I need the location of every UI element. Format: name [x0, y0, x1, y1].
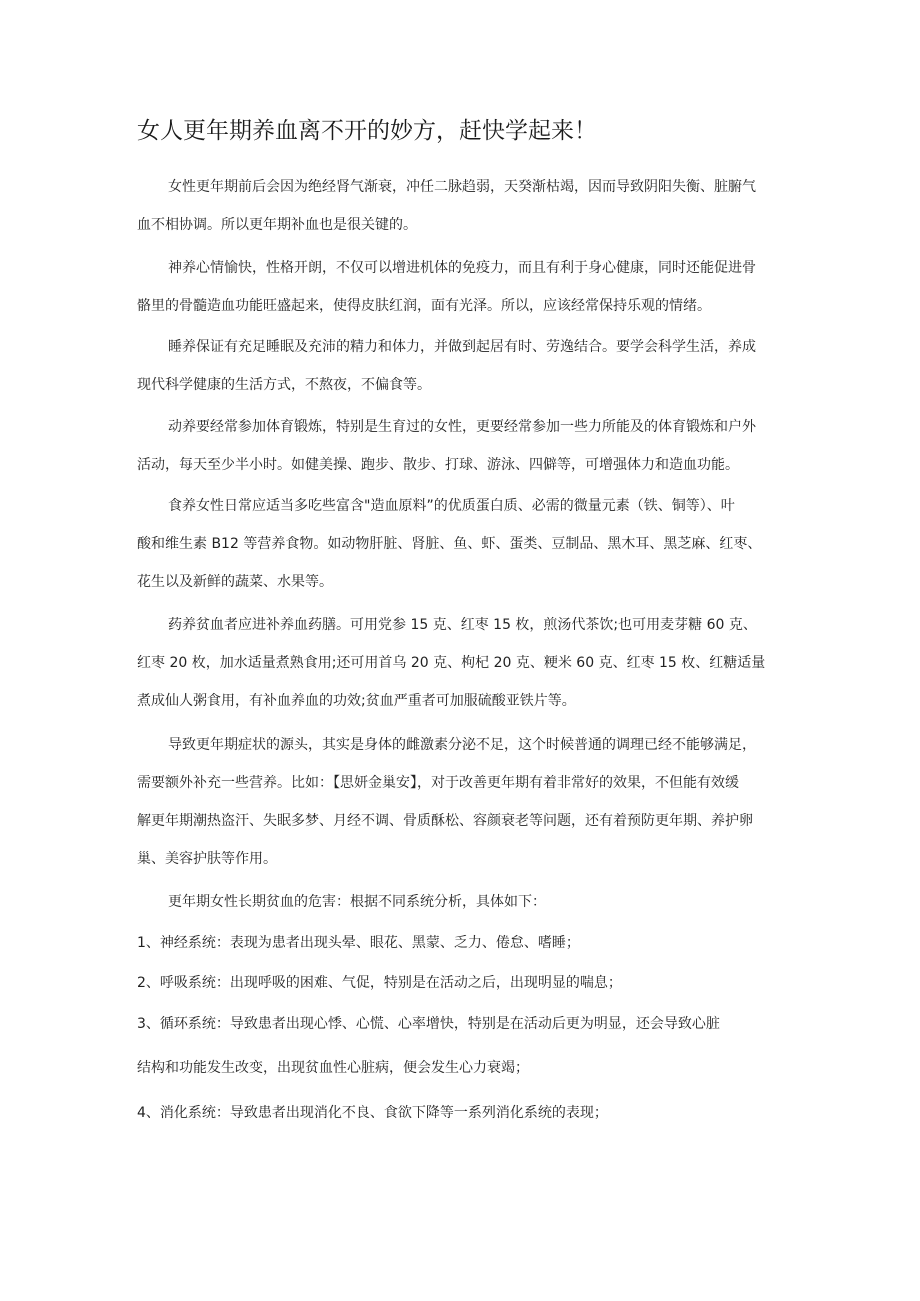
paragraph-line: 睡养保证有充足睡眠及充沛的精力和体力，并做到起居有时、劳逸结合。要学会科学生活，养成 [168, 339, 756, 355]
paragraph-line: 煮成仙人粥食用，有补血养血的功效;贫血严重者可加服硫酸亚铁片等。 [137, 693, 576, 709]
paragraph-line: 骼里的骨髓造血功能旺盛起来，使得皮肤红润，面有光泽。所以，应该经常保持乐观的情绪。 [137, 298, 711, 314]
paragraph-line: 动养要经常参加体育锻炼，特别是生育过的女性，更要经常参加一些力所能及的体育锻炼和户外 [168, 419, 756, 435]
paragraph-line: 更年期女性长期贫血的危害：根据不同系统分析，具体如下： [168, 894, 546, 910]
paragraph-line: 酸和维生素 B12 等营养食物。如动物肝脏、肾脏、鱼、虾、蛋类、豆制品、黑木耳、黑芝麻、红枣、 [137, 536, 762, 552]
paragraph-line: 药养贫血者应进补养血药膳。可用党参 15 克、红枣 15 枚，煎汤代茶饮;也可用麦芽糖 60 克、 [168, 617, 757, 633]
paragraph-line: 巢、美容护肤等作用。 [137, 851, 277, 867]
list-item-circulatory-system: 3、循环系统：导致患者出现心悸、心慌、心率增快，特别是在活动后更为明显，还会导致心脏 [137, 1016, 720, 1032]
paragraph-1 [137, 168, 797, 244]
paragraph-line: 导致更年期症状的源头，其实是身体的雌激素分泌不足，这个时候普通的调理已经不能够满足， [168, 737, 756, 753]
paragraph-line: 神养心情愉快，性格开朗，不仅可以增进机体的免疫力，而且有利于身心健康，同时还能促进骨 [168, 260, 756, 276]
list-item-respiratory-system: 2、呼吸系统：出现呼吸的困难、气促，特别是在活动之后，出现明显的喘息； [137, 975, 622, 991]
paragraph-line: 食养女性日常应适当多吃些富含"造血原料”的优质蛋白质、必需的微量元素（铁、铜等）、叶 [168, 498, 735, 514]
paragraph-line: 花生以及新鲜的蔬菜、水果等。 [137, 574, 333, 590]
list-item-nervous-system: 1、神经系统：表现为患者出现头晕、眼花、黑蒙、乏力、倦怠、嗜睡； [137, 935, 580, 951]
list-item-digestive-system: 4、消化系统：导致患者出现消化不良、食欲下降等一系列消化系统的表现； [137, 1105, 608, 1121]
paragraph-line: 血不相协调。所以更年期补血也是很关键的。 [137, 217, 417, 233]
paragraph-line: 红枣 20 枚，加水适量煮熟食用;还可用首乌 20 克、枸杞 20 克、粳米 60 克、红枣 15 枚、红糖适量 [137, 655, 766, 671]
paragraph-3 [137, 328, 797, 404]
paragraph-5 [137, 487, 797, 601]
paragraph-line: 女性更年期前后会因为绝经肾气渐衰，冲任二脉趋弱，天癸渐枯竭，因而导致阴阳失衡、脏腑气 [168, 179, 756, 195]
paragraph-4 [137, 408, 797, 484]
list-item-circulatory-system-cont: 结构和功能发生改变，出现贫血性心脏病，便会发生心力衰竭； [137, 1060, 529, 1076]
page-title: 女人更年期养血离不开的妙方，赶快学起来！ [137, 118, 597, 144]
paragraph-line: 现代科学健康的生活方式，不熬夜，不偏食等。 [137, 377, 431, 393]
paragraph-8 [137, 883, 797, 921]
paragraph-7 [137, 726, 797, 878]
paragraph-line: 解更年期潮热盗汗、失眠多梦、月经不调、骨质酥松、容颜衰老等问题，还有着预防更年期、养护卵 [137, 813, 753, 829]
paragraph-line: 需要额外补充一些营养。比如：【思妍金巢安】，对于改善更年期有着非常好的效果，不但能有效缓 [137, 775, 739, 791]
paragraph-line: 活动，每天至少半小时。如健美操、跑步、散步、打球、游泳、四僻等，可增强体力和造血功能。 [137, 457, 739, 473]
paragraph-6 [137, 606, 797, 720]
paragraph-2 [137, 249, 797, 325]
